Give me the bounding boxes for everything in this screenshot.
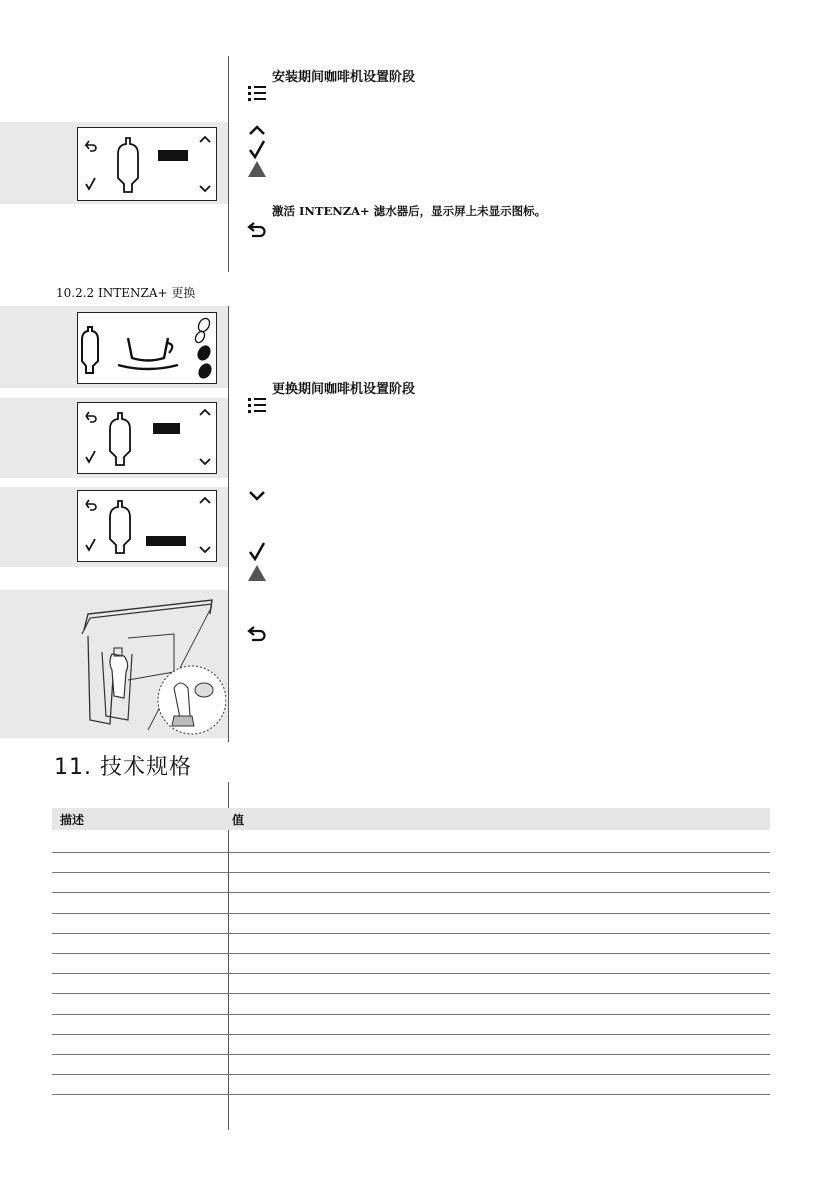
table-row: [52, 1034, 770, 1035]
table-row: [52, 852, 770, 853]
water-tank-filter-illustration: [62, 592, 226, 736]
chevron-down-icon: [200, 186, 210, 191]
warning-icon: [246, 562, 268, 584]
check-icon: [86, 451, 95, 462]
column-divider: [228, 782, 229, 1130]
specs-table-header: [52, 808, 770, 830]
chevron-down-icon: [200, 459, 210, 464]
check-icon: [246, 540, 268, 562]
coffee-cup-icon: [128, 338, 168, 361]
back-arrow-icon: [246, 218, 268, 240]
lcd-filter-confirm-display: [77, 490, 217, 562]
install-note: 激活 INTENZA+ 滤水器后，显示屏上未显示图标。: [272, 204, 547, 218]
back-arrow-icon: [246, 622, 268, 644]
filter-cartridge-icon: [82, 327, 98, 373]
table-row: [52, 1074, 770, 1075]
chevron-down-icon: [246, 484, 268, 506]
selection-block: [153, 423, 180, 434]
warning-icon: [246, 158, 268, 180]
column-divider: [228, 306, 229, 742]
table-row: [52, 892, 770, 893]
selection-block: [158, 150, 188, 161]
menu-list-icon: [246, 82, 268, 104]
replace-heading: 更换期间咖啡机设置阶段: [272, 382, 416, 397]
replace-section-title: 10.2.2 INTENZA+ 更换: [56, 286, 196, 300]
back-arrow-icon: [86, 500, 96, 510]
chevron-down-icon: [200, 547, 210, 552]
install-heading: 安装期间咖啡机设置阶段: [272, 70, 416, 85]
header-description: 描述: [60, 813, 85, 827]
table-row: [52, 953, 770, 954]
chevron-up-icon: [200, 137, 210, 142]
check-icon: [86, 178, 95, 189]
specs-section-title: 11. 技术规格: [54, 755, 192, 780]
coffee-bean-outline-icon: [196, 316, 212, 333]
table-row: [52, 1014, 770, 1015]
table-row: [52, 1054, 770, 1055]
check-icon: [246, 138, 268, 160]
back-arrow-icon: [86, 412, 96, 422]
table-row: [52, 933, 770, 934]
chevron-up-icon: [200, 498, 210, 503]
menu-list-icon: [246, 394, 268, 416]
saucer-icon: [118, 365, 178, 369]
selection-block: [146, 536, 186, 546]
filter-cartridge-icon: [118, 138, 138, 192]
lcd-filter-replace-display: [77, 402, 217, 474]
filter-cartridge-icon: [110, 413, 130, 465]
coffee-bean-icon: [196, 361, 214, 381]
chevron-up-icon: [200, 410, 210, 415]
table-row: [52, 973, 770, 974]
table-row: [52, 993, 770, 994]
lcd-brew-display: [77, 312, 217, 384]
column-divider: [228, 56, 229, 272]
filter-cartridge-icon: [110, 501, 130, 553]
table-row: [52, 872, 770, 873]
back-arrow-icon: [86, 141, 96, 151]
header-value: 值: [232, 813, 245, 827]
coffee-bean-icon: [195, 343, 213, 363]
check-icon: [86, 539, 95, 550]
table-row: [52, 913, 770, 914]
table-row: [52, 1094, 770, 1095]
lcd-filter-setting-display: [77, 127, 217, 201]
